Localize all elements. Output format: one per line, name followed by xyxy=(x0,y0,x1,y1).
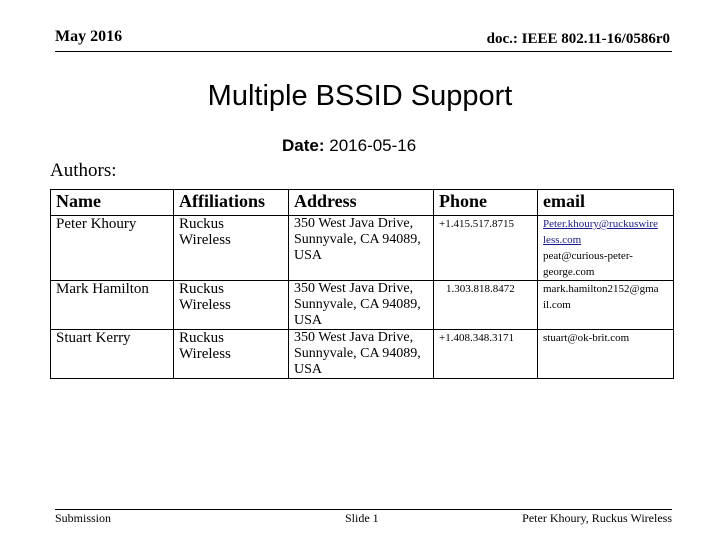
email-link[interactable]: less.com xyxy=(543,234,582,246)
author-address xyxy=(289,216,434,281)
author-address xyxy=(289,281,434,330)
address-line: USA xyxy=(294,362,323,377)
column-header-address: Address xyxy=(289,190,434,216)
email-line: mark.hamilton2152@gma xyxy=(543,283,659,295)
affiliation-line: Ruckus xyxy=(179,281,224,297)
author-email xyxy=(538,281,674,330)
email-line: george.com xyxy=(543,266,595,278)
author-affiliation xyxy=(174,216,289,281)
affiliation-line: Wireless xyxy=(179,232,231,248)
affiliation-line: Wireless xyxy=(179,346,231,362)
affiliation-line: Ruckus xyxy=(179,330,224,346)
email-line: stuart@ok-brit.com xyxy=(543,332,630,344)
email-line: peat@curious-peter- xyxy=(543,250,633,262)
column-header-phone: Phone xyxy=(434,190,538,216)
email-link[interactable]: Peter.khoury@ruckuswire xyxy=(543,218,658,230)
address-line: USA xyxy=(294,248,323,263)
table-header-row xyxy=(51,190,674,216)
header-doc-id: doc.: IEEE 802.11-16/0586r0 xyxy=(486,31,670,47)
footer-divider xyxy=(55,509,672,510)
email-line: il.com xyxy=(543,299,571,311)
column-header-affiliations: Affiliations xyxy=(174,190,289,216)
author-name: Peter Khoury xyxy=(51,216,174,281)
footer-submission: Submission xyxy=(55,511,112,525)
author-affiliation xyxy=(174,281,289,330)
address-line: 350 West Java Drive, xyxy=(294,281,414,296)
address-line: USA xyxy=(294,313,323,328)
column-header-email: email xyxy=(538,190,674,216)
footer-slide-number: Slide 1 xyxy=(345,511,379,525)
header-date: May 2016 xyxy=(55,28,123,45)
author-affiliation xyxy=(174,330,289,379)
address-line: Sunnyvale, CA 94089, xyxy=(294,232,421,247)
author-name: Mark Hamilton xyxy=(51,281,174,330)
slide-title: Multiple BSSID Support xyxy=(207,80,513,112)
author-address xyxy=(289,330,434,379)
address-line: Sunnyvale, CA 94089, xyxy=(294,346,421,361)
author-phone: +1.415.517.8715 xyxy=(434,216,538,281)
author-phone: 1.303.818.8472 xyxy=(434,281,538,330)
footer-author: Peter Khoury, Ruckus Wireless xyxy=(522,511,672,525)
date-line xyxy=(282,136,416,156)
table-row xyxy=(51,330,674,379)
author-email xyxy=(538,330,674,379)
date-value: 2016-05-16 xyxy=(329,136,417,155)
column-header-name: Name xyxy=(51,190,174,216)
table-row xyxy=(51,281,674,330)
date-label: Date: xyxy=(282,136,325,155)
author-phone: +1.408.348.3171 xyxy=(434,330,538,379)
header-divider xyxy=(55,51,672,52)
author-name: Stuart Kerry xyxy=(51,330,174,379)
address-line: Sunnyvale, CA 94089, xyxy=(294,297,421,312)
authors-label: Authors: xyxy=(50,160,117,181)
address-line: 350 West Java Drive, xyxy=(294,216,414,231)
table-row xyxy=(51,216,674,281)
affiliation-line: Wireless xyxy=(179,297,231,313)
authors-table xyxy=(50,189,674,379)
author-email xyxy=(538,216,674,281)
address-line: 350 West Java Drive, xyxy=(294,330,414,345)
affiliation-line: Ruckus xyxy=(179,216,224,232)
